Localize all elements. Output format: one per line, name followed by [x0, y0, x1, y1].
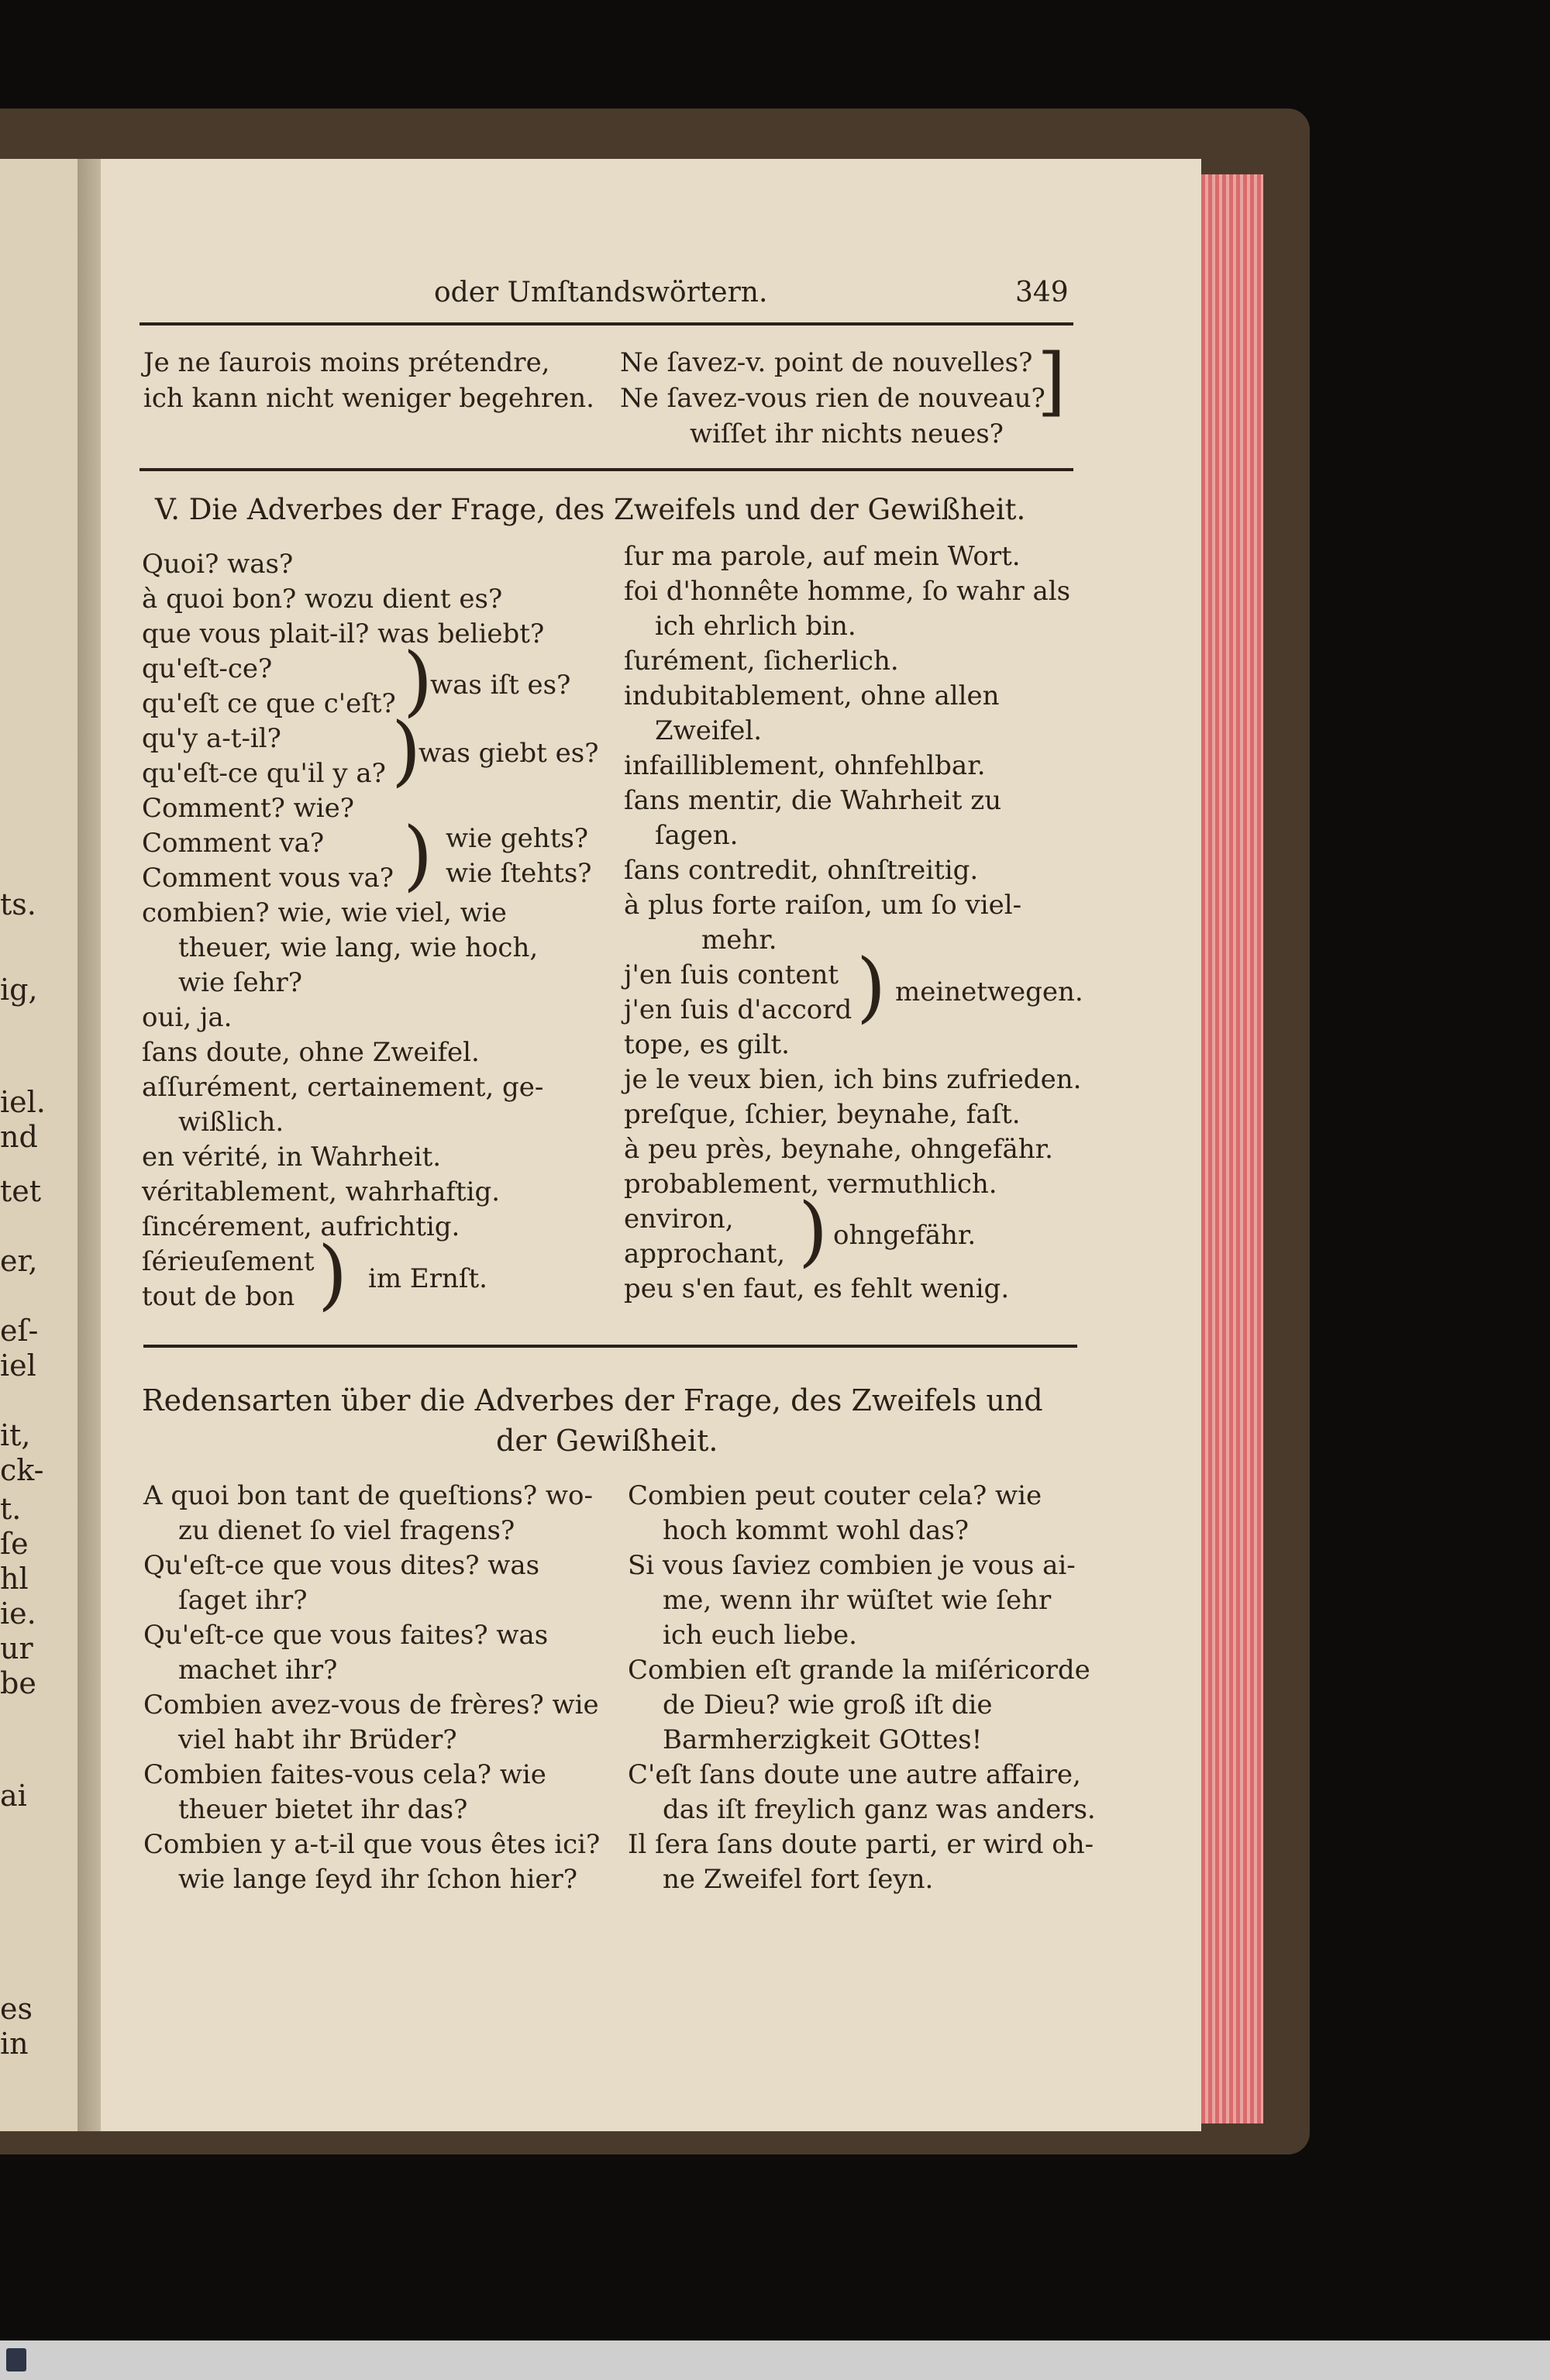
entry: meinetwegen.: [895, 976, 1083, 1007]
entry: oui, ja.: [142, 1002, 232, 1033]
left-fragment: tet: [0, 1174, 42, 1208]
phrase: ſaget ihr?: [178, 1585, 308, 1616]
phrases-title-cont: der Gewißheit.: [496, 1424, 718, 1458]
entry: qu'eſt-ce qu'il y a?: [142, 758, 386, 789]
entry: infailliblement, ohnfehlbar.: [624, 750, 986, 781]
section-rule: [140, 468, 1073, 471]
phrase: Combien eſt grande la miſéricorde: [628, 1655, 1090, 1686]
phrase: wie lange ſeyd ihr ſchon hier?: [178, 1864, 578, 1895]
entry: à plus forte raiſon, um ſo viel-: [624, 890, 1022, 921]
entry: qu'eſt ce que c'eſt?: [142, 688, 396, 719]
left-fragment: it,: [0, 1418, 31, 1452]
left-fragment: eſ-: [0, 1314, 39, 1348]
entry: Quoi? was?: [142, 549, 294, 580]
left-fragment: be: [0, 1666, 36, 1700]
phrase: Barmherzigkeit GOttes!: [663, 1724, 983, 1755]
entry: Comment? wie?: [142, 793, 355, 824]
entry: ſans doute, ohne Zweifel.: [142, 1037, 480, 1068]
entry: tout de bon: [142, 1281, 295, 1312]
entry: im Ernſt.: [368, 1263, 487, 1294]
entry: mehr.: [701, 925, 777, 956]
phrase: Qu'eſt-ce que vous dites? was: [143, 1550, 540, 1581]
entry: ſans mentir, die Wahrheit zu: [624, 785, 1002, 816]
brace: ): [798, 1187, 828, 1276]
left-fragment: in: [0, 2027, 29, 2061]
left-fragment: ts.: [0, 887, 36, 921]
entry: Comment va?: [142, 828, 325, 859]
phrase: theuer bietet ihr das?: [178, 1794, 468, 1825]
page-edges: [1201, 174, 1263, 2123]
brace: ): [403, 811, 433, 900]
phrase: Combien peut couter cela? wie: [628, 1480, 1042, 1511]
top-example-right-fr1: Ne ſavez-v. point de nouvelles?: [620, 347, 1033, 378]
phrase: hoch kommt wohl das?: [663, 1515, 970, 1546]
entry: ohngefähr.: [833, 1220, 976, 1251]
entry: approchant,: [624, 1238, 786, 1269]
entry: wie gehts?: [446, 823, 589, 854]
left-fragment: ck-: [0, 1453, 44, 1487]
entry: wißlich.: [178, 1107, 284, 1138]
phrase: Combien y a-t-il que vous êtes ici?: [143, 1829, 601, 1860]
left-fragment: hl: [0, 1562, 29, 1596]
entry: qu'y a-t-il?: [142, 723, 281, 754]
phrase: zu dienet ſo viel fragens?: [178, 1515, 515, 1546]
top-example-right-de: wiſſet ihr nichts neues?: [690, 418, 1004, 449]
left-fragment: ſe: [0, 1527, 29, 1561]
phrase: das iſt freylich ganz was anders.: [663, 1794, 1096, 1825]
left-fragment: ai: [0, 1779, 27, 1813]
entry: tope, es gilt.: [624, 1029, 790, 1060]
entry: Zweifel.: [655, 715, 763, 746]
left-fragment: ie.: [0, 1596, 36, 1631]
phrases-title: Redensarten über die Adverbes der Frage, des Zweifels und: [142, 1383, 1043, 1417]
entry: à quoi bon? wozu dient es?: [142, 584, 503, 615]
entry: que vous plait-il? was beliebt?: [142, 618, 545, 649]
entry: Comment vous va?: [142, 863, 394, 894]
top-example-de: ich kann nicht weniger begehren.: [143, 383, 594, 414]
top-example-fr: Je ne ſaurois moins prétendre,: [143, 347, 550, 378]
section-title: V. Die Adverbes der Frage, des Zweifels und der Gewißheit.: [155, 493, 1026, 526]
brace: ): [856, 943, 887, 1032]
phrase: me, wenn ihr wüſtet wie ſehr: [663, 1585, 1052, 1616]
entry: probablement, vermuthlich.: [624, 1169, 997, 1200]
brace: ): [403, 637, 433, 725]
left-fragment: ig,: [0, 973, 38, 1007]
entry: j'en ſuis content: [624, 959, 839, 990]
entry: ſincérement, aufrichtig.: [142, 1211, 460, 1242]
entry: ſans contredit, ohnſtreitig.: [624, 855, 979, 886]
entry: peu s'en faut, es fehlt wenig.: [624, 1273, 1010, 1304]
entry: ſagen.: [655, 820, 739, 851]
entry: ſérieuſement: [142, 1246, 315, 1277]
entry: ich ehrlich bin.: [655, 611, 856, 642]
brace: ): [318, 1231, 348, 1319]
left-fragment: nd: [0, 1120, 38, 1154]
left-fragment: iel: [0, 1348, 36, 1383]
entry: foi d'honnête homme, ſo wahr als: [624, 576, 1071, 607]
entry: véritablement, wahrhaftig.: [142, 1176, 501, 1207]
phrase: machet ihr?: [178, 1655, 338, 1686]
entry: was giebt es?: [418, 738, 599, 769]
entry: qu'eſt-ce?: [142, 653, 273, 684]
phrase: Combien avez-vous de frères? wie: [143, 1689, 599, 1720]
entry: environ,: [624, 1204, 734, 1235]
phrase: A quoi bon tant de queſtions? wo-: [143, 1480, 593, 1511]
left-fragment: ur: [0, 1631, 33, 1665]
entry: à peu près, beynahe, ohngefähr.: [624, 1134, 1053, 1165]
phrase: de Dieu? wie groß iſt die: [663, 1689, 993, 1720]
entry: was iſt es?: [430, 670, 571, 701]
top-example-right-fr2: Ne ſavez-vous rien de nouveau?: [620, 383, 1045, 414]
phrase: Combien faites-vous cela? wie: [143, 1759, 546, 1790]
running-head: oder Umſtandswörtern.: [434, 277, 768, 308]
phrase: Qu'eſt-ce que vous faites? was: [143, 1620, 549, 1651]
entry: je le veux bien, ich bins zufrieden.: [624, 1064, 1082, 1095]
bracket: ]: [1037, 338, 1066, 425]
phrase: viel habt ihr Brüder?: [178, 1724, 457, 1755]
left-fragment: iel.: [0, 1085, 46, 1119]
entry: combien? wie, wie viel, wie: [142, 897, 507, 928]
phrase: ich euch liebe.: [663, 1620, 857, 1651]
header-rule: [140, 322, 1073, 325]
left-fragment: es: [0, 1992, 33, 2026]
entry: preſque, ſchier, beynahe, faſt.: [624, 1099, 1021, 1130]
library-logo-icon: [6, 2348, 26, 2371]
phrase: Si vous ſaviez combien je vous ai-: [628, 1550, 1076, 1581]
entry: ſur ma parole, auf mein Wort.: [624, 541, 1021, 572]
left-fragment: t.: [0, 1492, 22, 1526]
entry: j'en ſuis d'accord: [624, 994, 852, 1025]
entry: aſſurément, certainement, ge-: [142, 1072, 544, 1103]
phrase: ne Zweifel fort ſeyn.: [663, 1864, 934, 1895]
phrases-rule: [143, 1345, 1077, 1348]
entry: ſurément, ſicherlich.: [624, 646, 899, 677]
entry: indubitablement, ohne allen: [624, 680, 1000, 711]
left-fragment: er,: [0, 1244, 38, 1278]
phrase: Il ſera ſans doute parti, er wird oh-: [628, 1829, 1094, 1860]
page-number: 349: [1015, 277, 1069, 308]
phrase: C'eſt ſans doute une autre affaire,: [628, 1759, 1081, 1790]
entry: en vérité, in Wahrheit.: [142, 1142, 442, 1173]
entry: theuer, wie lang, wie hoch,: [178, 932, 539, 963]
entry: wie ſtehts?: [446, 858, 592, 889]
brace: ): [391, 707, 422, 795]
viewer-footer-bar: [0, 2340, 1550, 2380]
entry: wie ſehr?: [178, 967, 302, 998]
